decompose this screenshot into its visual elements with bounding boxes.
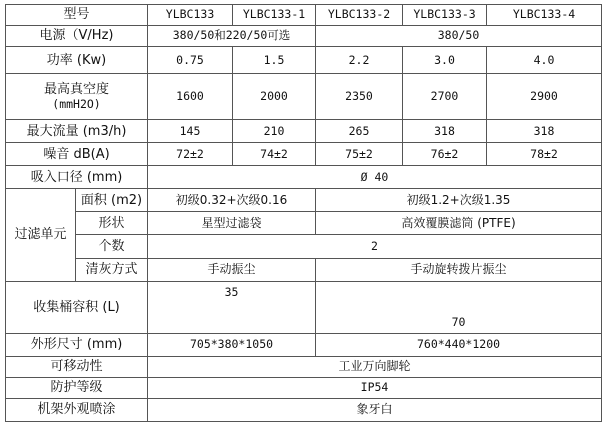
power-value-5: 4.0 [487, 46, 602, 73]
table-row-power [6, 46, 602, 73]
filter-area-value-b: 初级1.2+次级1.35 [316, 189, 602, 212]
noise-value-2: 74±2 [233, 143, 316, 166]
table-row-header [6, 5, 602, 26]
vacuum-value-2: 2000 [233, 74, 316, 120]
vacuum-value-3: 2350 [316, 74, 403, 120]
table-row-noise [6, 143, 602, 166]
table-row-filter-cleaning [6, 258, 602, 281]
table-row-dimensions [6, 333, 602, 356]
power-source-label: 电源（V/Hz) [6, 25, 148, 46]
vacuum-label [6, 74, 148, 120]
protection-value: IP54 [148, 377, 602, 398]
power-value-4: 3.0 [403, 46, 487, 73]
table-row-mobility [6, 356, 602, 377]
airflow-value-2: 210 [233, 120, 316, 143]
inlet-label: 吸入口径 (mm) [6, 166, 148, 189]
finish-value: 象牙白 [148, 398, 602, 421]
filter-shape-value-a: 星型过滤袋 [148, 212, 316, 235]
mobility-label: 可移动性 [6, 356, 148, 377]
vacuum-label-line2: (mmH2O) [52, 96, 101, 111]
vacuum-value-4: 2700 [403, 74, 487, 120]
model-header-3: YLBC133-2 [316, 5, 403, 26]
filter-shape-value-b: 高效覆膜滤筒 (PTFE) [316, 212, 602, 235]
airflow-value-5: 318 [487, 120, 602, 143]
dimensions-label: 外形尺寸 (mm) [6, 333, 148, 356]
table-row-airflow [6, 120, 602, 143]
table-row-bucket [6, 281, 602, 333]
power-label: 功率 (Kw) [6, 46, 148, 73]
vacuum-label-line1: 最高真空度 [44, 81, 110, 97]
noise-value-1: 72±2 [148, 143, 233, 166]
model-header-2: YLBC133-1 [233, 5, 316, 26]
table-row-filter-shape [6, 212, 602, 235]
table-row-vacuum [6, 74, 602, 120]
spec-table [5, 4, 602, 422]
dimensions-value-b: 760*440*1200 [316, 333, 602, 356]
filter-cleaning-label: 清灰方式 [76, 258, 148, 281]
filter-count-value: 2 [148, 235, 602, 258]
table-row-protection [6, 377, 602, 398]
noise-label: 噪音 dB(A) [6, 143, 148, 166]
vacuum-value-1: 1600 [148, 74, 233, 120]
filter-group-label: 过滤单元 [6, 189, 76, 281]
bucket-value-a [148, 281, 316, 333]
power-source-value-a: 380/50和220/50可选 [148, 25, 316, 46]
table-row-filter-count [6, 235, 602, 258]
table-row-inlet [6, 166, 602, 189]
airflow-value-3: 265 [316, 120, 403, 143]
noise-value-5: 78±2 [487, 143, 602, 166]
noise-value-3: 75±2 [316, 143, 403, 166]
model-header-1: YLBC133 [148, 5, 233, 26]
mobility-value: 工业万向脚轮 [148, 356, 602, 377]
bucket-label: 收集桶容积 (L) [6, 281, 148, 333]
filter-cleaning-value-b: 手动旋转拨片振尘 [316, 258, 602, 281]
model-header-5: YLBC133-4 [487, 5, 602, 26]
bucket-value-b [316, 281, 602, 333]
power-value-1: 0.75 [148, 46, 233, 73]
filter-area-value-a: 初级0.32+次级0.16 [148, 189, 316, 212]
filter-count-label: 个数 [76, 235, 148, 258]
filter-area-label: 面积 (m2) [76, 189, 148, 212]
protection-label: 防护等级 [6, 377, 148, 398]
vacuum-value-5: 2900 [487, 74, 602, 120]
filter-shape-label: 形状 [76, 212, 148, 235]
airflow-value-1: 145 [148, 120, 233, 143]
bucket-value-a-text: 35 [224, 284, 239, 299]
power-source-value-b: 380/50 [316, 25, 602, 46]
power-value-3: 2.2 [316, 46, 403, 73]
dimensions-value-a: 705*380*1050 [148, 333, 316, 356]
model-header-4: YLBC133-3 [403, 5, 487, 26]
filter-cleaning-value-a: 手动振尘 [148, 258, 316, 281]
power-value-2: 1.5 [233, 46, 316, 73]
table-row-filter-area [6, 189, 602, 212]
finish-label: 机架外观喷涂 [6, 398, 148, 421]
bucket-value-b-text: 70 [451, 314, 466, 329]
table-row-finish [6, 398, 602, 421]
airflow-value-4: 318 [403, 120, 487, 143]
inlet-value: Ø 40 [148, 166, 602, 189]
noise-value-4: 76±2 [403, 143, 487, 166]
table-row-power-source [6, 25, 602, 46]
model-header-label: 型号 [6, 5, 148, 26]
airflow-label: 最大流量 (m3/h) [6, 120, 148, 143]
